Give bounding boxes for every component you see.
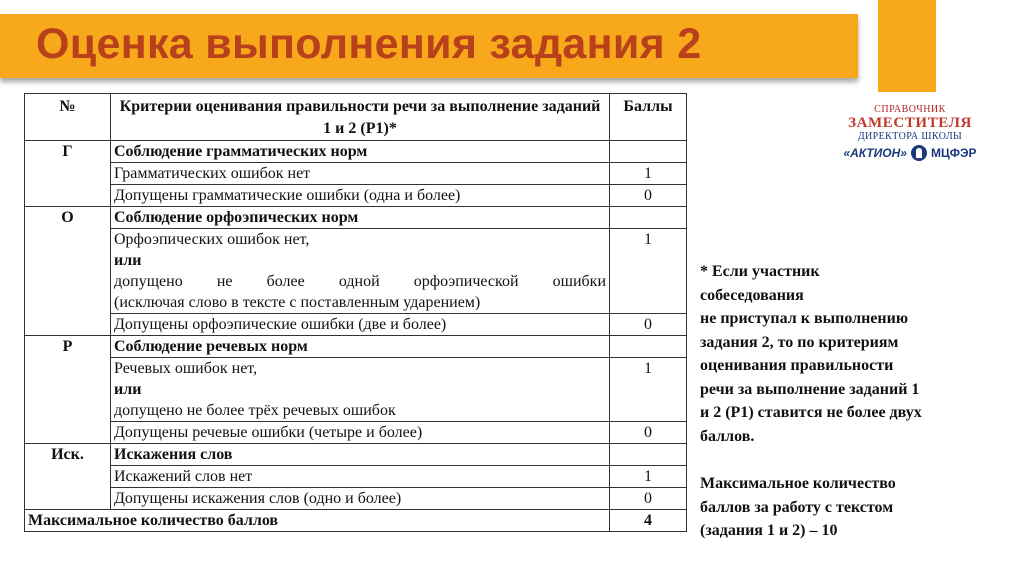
- criterion-text: Допущены грамматические ошибки (одна и более): [111, 185, 610, 207]
- section-title-r: Соблюдение речевых норм: [111, 336, 610, 358]
- header-points: Баллы: [610, 94, 687, 141]
- note-line: речи за выполнение заданий 1: [700, 380, 920, 398]
- note-line: собеседования: [700, 286, 804, 304]
- points-value: 1: [610, 163, 687, 185]
- table-row: [25, 422, 687, 444]
- footnote: [700, 260, 990, 543]
- table-row: [25, 466, 687, 488]
- title-bar: [0, 14, 858, 78]
- mcfer-icon: [911, 145, 927, 161]
- logo-brands: [830, 145, 990, 161]
- publisher-logo: [830, 104, 990, 161]
- logo-line-2: ЗАМЕСТИТЕЛЯ: [848, 115, 972, 131]
- table-row: [25, 163, 687, 185]
- points-value: 1: [610, 358, 687, 422]
- logo-line-1: СПРАВОЧНИК: [874, 104, 946, 115]
- section-row-isk: [25, 444, 687, 466]
- section-title-isk: Искажения слов: [111, 444, 610, 466]
- points-value: 0: [610, 422, 687, 444]
- table-row: [25, 229, 687, 314]
- note-line: задания 2, то по критериям: [700, 333, 899, 351]
- corner-accent: [878, 0, 936, 92]
- table-row: [25, 314, 687, 336]
- criterion-text: Допущены орфоэпические ошибки (две и более): [111, 314, 610, 336]
- section-row-g: [25, 141, 687, 163]
- logo-brand-aktion: «АКТИОН»: [843, 146, 907, 160]
- table-header-row: [25, 94, 687, 141]
- max-score-line: баллов за работу с текстом: [700, 498, 894, 516]
- criterion-text: [111, 358, 610, 422]
- criteria-table: [24, 93, 687, 532]
- header-criteria: Критерии оценивания правильности речи за выполнение заданий 1 и 2 (Р1)*: [111, 94, 610, 141]
- criterion-line: допущено не более одной орфоэпической ошибки: [114, 273, 606, 290]
- criterion-or: или: [114, 381, 142, 398]
- max-score-line: (задания 1 и 2) – 10: [700, 522, 838, 539]
- note-line: не приступал к выполнению: [700, 310, 909, 327]
- logo-brand-mcfer: МЦФЭР: [930, 146, 977, 160]
- criterion-text: [111, 229, 610, 314]
- code-r: Р: [25, 336, 111, 444]
- max-score-line: Максимальное количество: [700, 475, 896, 492]
- section-row-r: [25, 336, 687, 358]
- points-value: 1: [610, 466, 687, 488]
- table-row: [25, 185, 687, 207]
- criterion-line: (исключая слово в тексте с поставленным ударением): [114, 294, 481, 311]
- criterion-text: Допущены речевые ошибки (четыре и более): [111, 422, 610, 444]
- table-row: [25, 488, 687, 510]
- code-g: Г: [25, 141, 111, 207]
- criterion-line: Орфоэпических ошибок нет,: [114, 231, 310, 248]
- note-line: оценивания правильности: [700, 357, 894, 374]
- criterion-line: Речевых ошибок нет,: [114, 360, 258, 377]
- code-isk: Иск.: [25, 444, 111, 510]
- note-line: баллов.: [700, 427, 755, 445]
- logo-line-3: ДИРЕКТОРА ШКОЛЫ: [857, 131, 963, 142]
- section-title-g: Соблюдение грамматических норм: [111, 141, 610, 163]
- criterion-text: Грамматических ошибок нет: [111, 163, 610, 185]
- page-title: Оценка выполнения задания 2: [36, 20, 702, 68]
- points-value: 0: [610, 488, 687, 510]
- table-row: [25, 358, 687, 422]
- criterion-text: Допущены искажения слов (одно и более): [111, 488, 610, 510]
- criterion-line: допущено не более трёх речевых ошибок: [114, 402, 396, 419]
- total-label: Максимальное количество баллов: [25, 510, 610, 532]
- section-row-o: [25, 207, 687, 229]
- points-value: 0: [610, 185, 687, 207]
- section-title-o: Соблюдение орфоэпических норм: [111, 207, 610, 229]
- total-value: 4: [610, 510, 687, 532]
- criterion-text: Искажений слов нет: [111, 466, 610, 488]
- code-o: О: [25, 207, 111, 336]
- header-num: №: [25, 94, 111, 141]
- total-row: [25, 510, 687, 532]
- note-line: и 2 (Р1) ставится не более двух: [700, 404, 922, 421]
- criterion-or: или: [114, 252, 142, 269]
- points-value: 0: [610, 314, 687, 336]
- points-value: 1: [610, 229, 687, 314]
- note-line: * Если участник: [700, 263, 820, 280]
